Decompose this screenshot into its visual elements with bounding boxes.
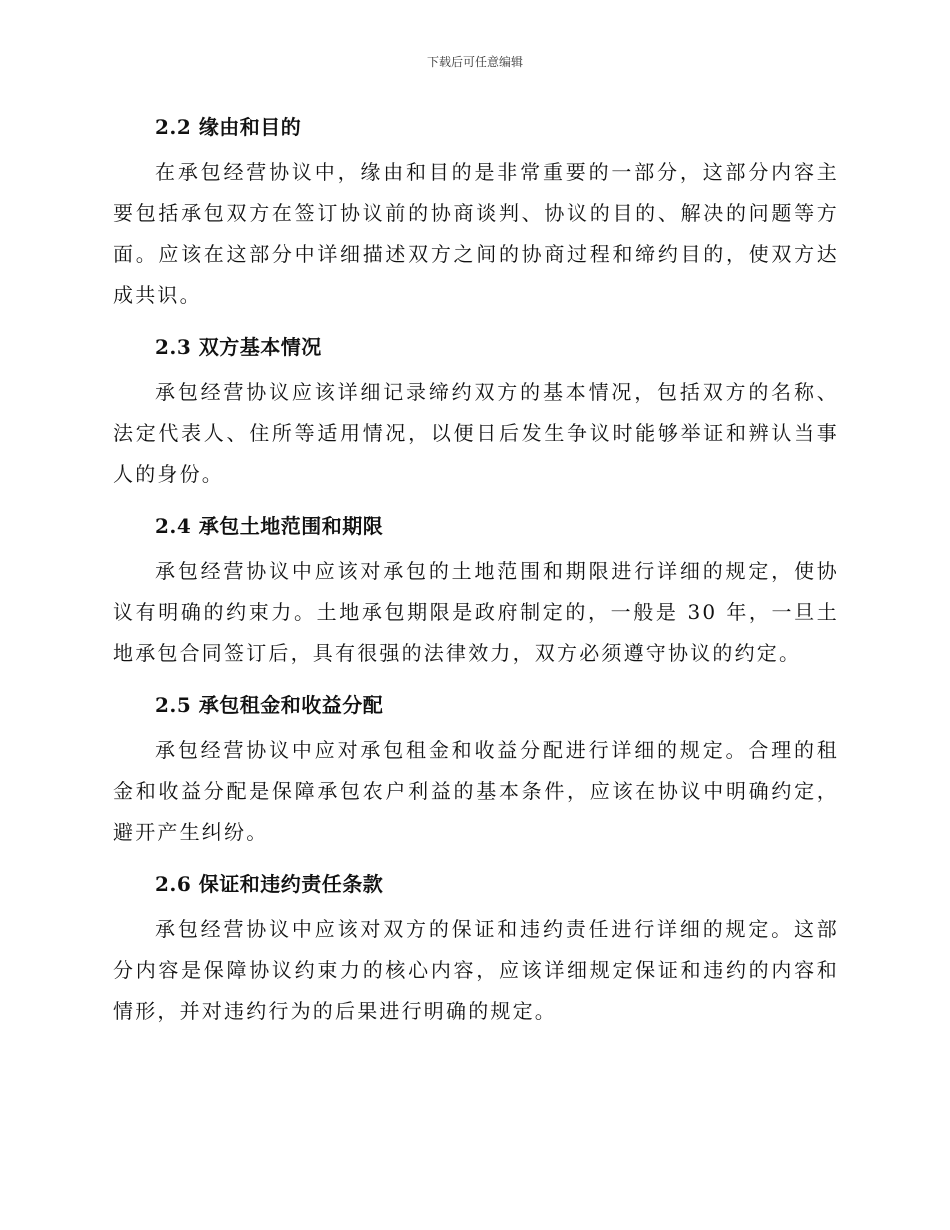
section-paragraph: 承包经营协议应该详细记录缔约双方的基本情况，包括双方的名称、法定代表人、住所等适用情况，以便日后发生争议时能够举证和辨认当事人的身份。 (113, 380, 839, 486)
section-paragraph: 承包经营协议中应对承包租金和收益分配进行详细的规定。合理的租金和收益分配是保障承包农户利益的基本条件，应该在协议中明确约定，避开产生纠纷。 (113, 738, 839, 844)
section-basic-info (113, 326, 839, 495)
section-paragraph: 在承包经营协议中，缘由和目的是非常重要的一部分，这部分内容主要包括承包双方在签订协议前的协商谈判、协议的目的、解决的问题等方面。应该在这部分中详细描述双方之间的协商过程和缔约目的，使双方达成共识。 (113, 160, 839, 307)
section-heading: 2.2 缘由和目的 (155, 115, 302, 139)
section-land-scope-term (113, 505, 839, 674)
section-heading: 2.6 保证和违约责任条款 (155, 872, 384, 896)
section-guarantee-liability (113, 863, 839, 1032)
section-rent-revenue (113, 684, 839, 853)
document-body (113, 106, 839, 1042)
section-paragraph: 承包经营协议中应该对承包的土地范围和期限进行详细的规定，使协议有明确的约束力。土地承包期限是政府制定的，一般是 30 年，一旦土地承包合同签订后，具有很强的法律效力，双方必须遵守协议的约定。 (113, 559, 839, 665)
section-paragraph: 承包经营协议中应该对双方的保证和违约责任进行详细的规定。这部分内容是保障协议约束力的核心内容，应该详细规定保证和违约的内容和情形，并对违约行为的后果进行明确的规定。 (113, 917, 839, 1023)
section-reason-purpose (113, 106, 839, 316)
section-heading: 2.5 承包租金和收益分配 (155, 693, 384, 717)
page-header: 下载后可任意编辑 (426, 55, 523, 69)
section-heading: 2.4 承包土地范围和期限 (155, 514, 384, 538)
section-heading: 2.3 双方基本情况 (155, 335, 322, 359)
